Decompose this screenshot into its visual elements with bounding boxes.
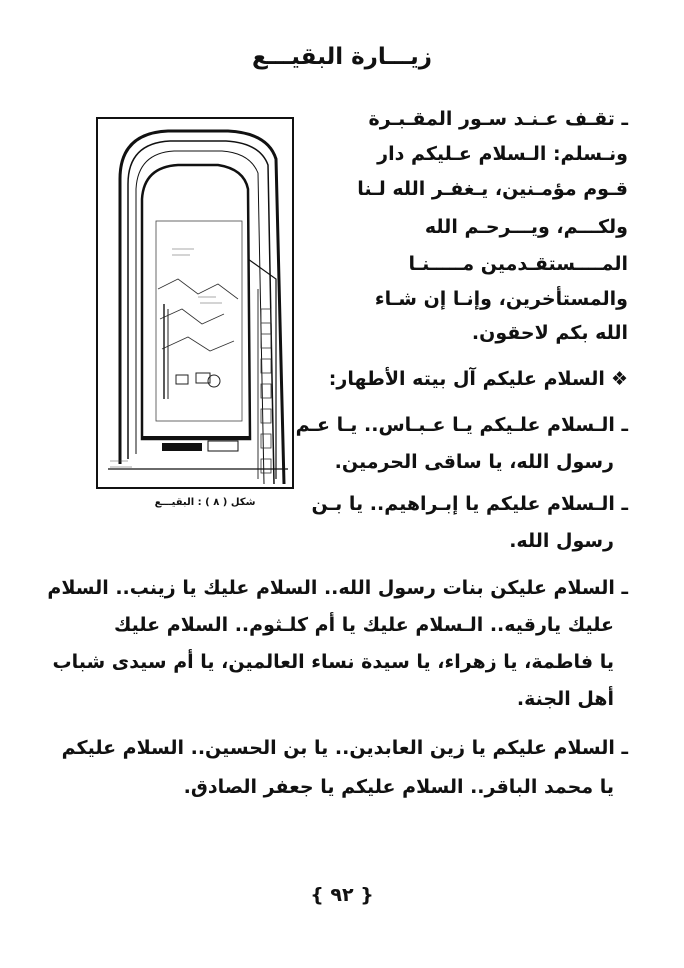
text-line: ونـسلم: الـسلام عـليكم دار	[377, 143, 628, 165]
text-line: ـ تقـف عـنـد سـور المقـبـرة	[368, 108, 628, 130]
page-number: { ٩٢ }	[310, 884, 374, 906]
text-line: ـ السلام عليكن بنات رسول الله.. السلام عليك يا زينب.. السلام	[47, 577, 628, 599]
text-line: ولكـــم، ويـــرحـم الله	[424, 216, 628, 238]
figure-caption: شكل ( ٨ ) : البقيـــع	[154, 497, 256, 508]
text-line: المــــستقـدمين مـــــنـا	[408, 253, 628, 275]
baqi-map-illustration	[98, 119, 292, 487]
text-line: ـ الـسلام عليكم يا إبـراهيم.. يا بـن	[311, 493, 628, 515]
text-line: ـ الـسلام علـيكم يـا عـبـاس.. يـا عـم	[295, 414, 628, 436]
text-line: عليك يارقيه.. الـسلام عليك يا أم كلـثوم.. السلام عليك	[113, 614, 614, 636]
map-figure	[96, 117, 294, 489]
text-line: أهل الجنة.	[516, 688, 614, 710]
text-line: قـوم مؤمـنين، يـغفـر الله لـنا	[357, 178, 628, 200]
text-line: الله بكم لاحقون.	[471, 322, 628, 344]
text-line: يا فاطمة، يا زهراء، يا سيدة نساء العالمين، يا أم سيدى شباب	[52, 651, 614, 673]
text-line: رسول الله.	[509, 530, 614, 552]
bullet-diamond-icon: ❖	[610, 368, 628, 390]
text-line: يا محمد الباقر.. السلام عليكم يا جعفر الصادق.	[183, 776, 614, 798]
text-line: رسول الله، يا ساقى الحرمين.	[334, 451, 614, 473]
text-line: والمستأخرين، وإنـا إن شـاء	[374, 288, 628, 310]
page-title: زيـــارة البقيـــع	[251, 44, 433, 70]
heading-text: السلام عليكم آل بيته الأطهار:	[328, 368, 605, 390]
text-line: ـ السلام عليكم يا زين العابدين.. يا بن الحسين.. السلام عليكم	[61, 737, 628, 759]
section-heading	[329, 368, 628, 390]
